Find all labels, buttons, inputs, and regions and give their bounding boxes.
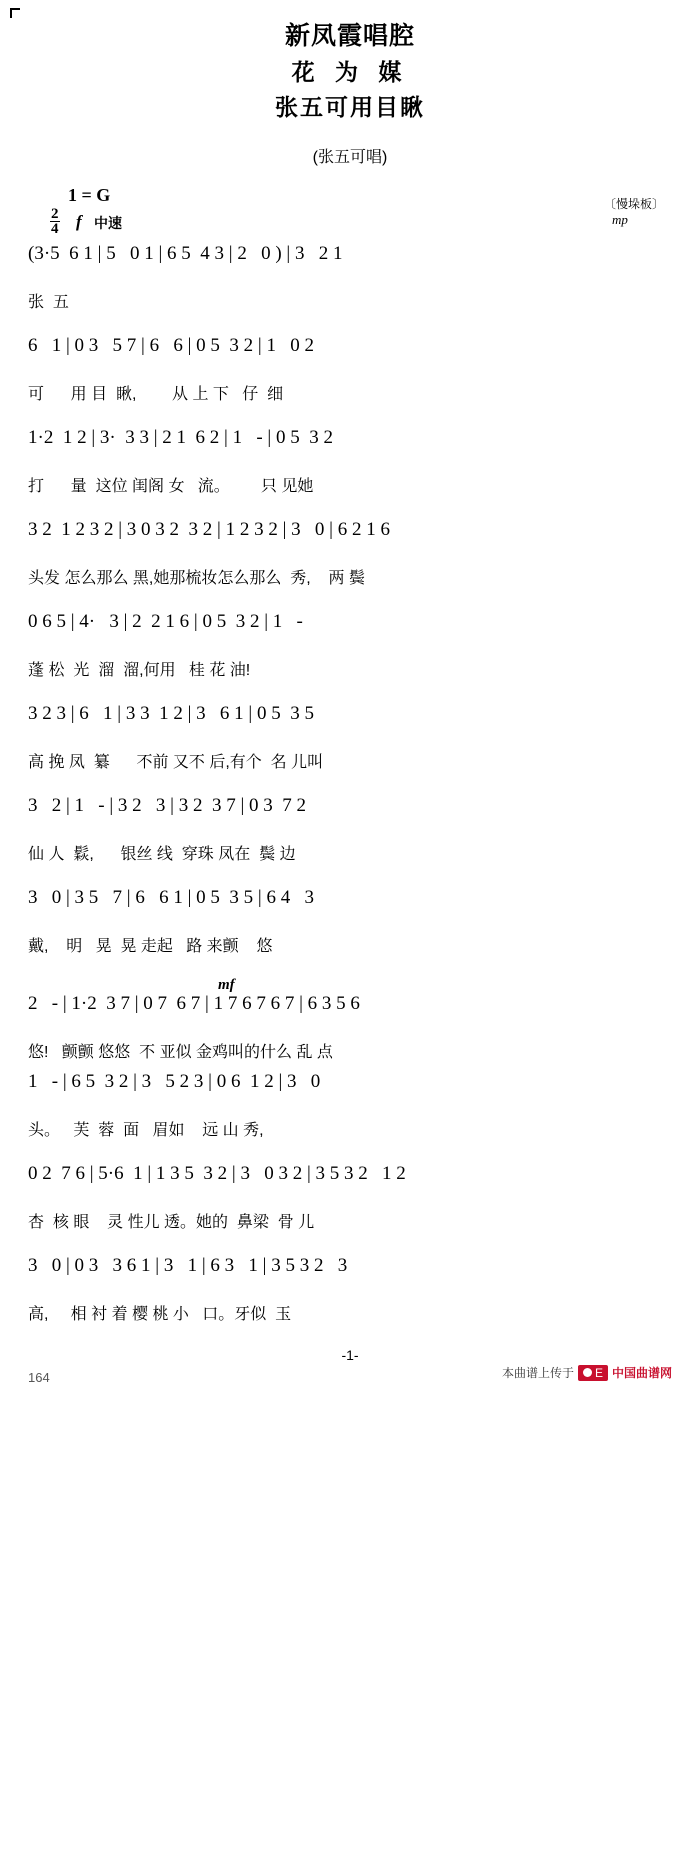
key-signature: 1 = G <box>68 185 111 205</box>
lyrics-row: 仙 人 鬏, 银丝 线 穿珠 凤在 鬓 边 <box>28 846 296 863</box>
music-system <box>28 243 672 329</box>
logo-dot-icon <box>583 1368 592 1377</box>
page-footer <box>28 1347 672 1387</box>
music-system <box>28 427 672 513</box>
page-number: -1- <box>341 1347 359 1363</box>
notation-row: 0 2 7 6 | 5·6 1 | 1 3 5 3 2 | 3 0 3 2 | 3 5 3 2 1 2 <box>28 1163 406 1184</box>
music-system <box>28 611 672 697</box>
credit-line <box>502 1364 672 1381</box>
lyrics-row: 可 用 目 瞅, 从 上 下 仔 细 <box>28 386 284 403</box>
notation-row: 1 - | 6 5 3 2 | 3 5 2 3 | 0 6 1 2 | 3 0 <box>28 1071 321 1092</box>
style-marking-label: 〔慢垛板〕 <box>603 197 664 211</box>
lyrics-row: 悠! 颤颤 悠悠 不 亚似 金鸡叫的什么 乱 点 <box>28 1044 333 1061</box>
opera-title: 花 为 媒 <box>291 59 409 85</box>
lyrics-row: 头发 怎么那么 黑,她那梳妆怎么那么 秀, 两 鬓 <box>28 570 365 587</box>
lyrics-row: 打 量 这位 闺阁 女 流。 只 见她 <box>28 478 314 495</box>
singer-note: (张五可唱) <box>312 149 388 166</box>
music-system <box>28 979 672 1065</box>
style-marking <box>604 197 664 228</box>
notation-row: 3 2 1 2 3 2 | 3 0 3 2 3 2 | 1 2 3 2 | 3 0 | 6 2 1 6 <box>28 519 390 540</box>
music-system <box>28 887 672 973</box>
notation-row: 3 0 | 0 3 3 6 1 | 3 1 | 6 3 1 | 3 5 3 2 3 <box>28 1255 348 1276</box>
catalog-number: 164 <box>28 1370 50 1385</box>
lyrics-row: 高 挽 凤 纂 不前 又不 后,有个 名 儿叫 <box>28 754 324 771</box>
notation-row: 6 1 | 0 3 5 7 | 6 6 | 0 5 3 2 | 1 0 2 <box>28 335 314 356</box>
music-system <box>28 335 672 421</box>
lyrics-row: 高, 相 衬 着 樱 桃 小 口。牙似 玉 <box>28 1306 292 1323</box>
lyrics-row: 张 五 <box>28 294 69 311</box>
site-logo-icon: E <box>578 1365 608 1381</box>
music-system <box>28 1163 672 1249</box>
aria-title: 张五可用目瞅 <box>275 94 425 120</box>
lyrics-row: 戴, 明 晃 晃 走起 路 来颤 悠 <box>28 938 273 955</box>
page-title: 新凤霞唱腔 <box>284 22 415 50</box>
time-signature-numerator: 2 <box>51 206 59 222</box>
score-header <box>28 185 672 243</box>
lyrics-row: 头。 芙 蓉 面 眉如 远 山 秀, <box>28 1122 264 1139</box>
lyrics-row: 蓬 松 光 溜 溜,何用 桂 花 油! <box>28 662 251 679</box>
dynamic-forte: f <box>76 212 82 231</box>
music-system <box>28 519 672 605</box>
dynamic-mezzoforte: mf <box>218 977 235 993</box>
music-system <box>28 795 672 881</box>
time-signature <box>50 207 60 237</box>
site-name: 中国曲谱网 <box>611 1366 672 1380</box>
notation-row: 3 2 | 1 - | 3 2 3 | 3 2 3 7 | 0 3 7 2 <box>28 795 307 816</box>
notation-row: (3·5 6 1 | 5 0 1 | 6 5 4 3 | 2 0 ) | 3 2 1 <box>28 243 343 264</box>
notation-row: 3 0 | 3 5 7 | 6 6 1 | 0 5 3 5 | 6 4 3 <box>28 887 314 908</box>
time-signature-denominator: 4 <box>51 221 59 238</box>
music-system <box>28 703 672 789</box>
music-system <box>28 1255 672 1341</box>
dynamic-mezzopiano: mp <box>611 212 628 227</box>
notation-row: 3 2 3 | 6 1 | 3 3 1 2 | 3 6 1 | 0 5 3 5 <box>28 703 314 724</box>
music-system <box>28 1071 672 1157</box>
notation-row: 2 - | 1·2 3 7 | 0 7 6 7 | 1 7 6 7 6 7 | 6 3 5 6 <box>28 993 360 1014</box>
tempo-marking: 中速 <box>94 215 122 231</box>
notation-row: 0 6 5 | 4· 3 | 2 2 1 6 | 0 5 3 2 | 1 - <box>28 611 303 632</box>
notation-row: 1·2 1 2 | 3· 3 3 | 2 1 6 2 | 1 - | 0 5 3 2 <box>28 427 333 448</box>
credit-text: 本曲谱上传于 <box>501 1366 574 1380</box>
corner-mark-icon <box>10 8 20 18</box>
lyrics-row: 杏 核 眼 灵 性儿 透。她的 鼻梁 骨 儿 <box>28 1214 315 1231</box>
